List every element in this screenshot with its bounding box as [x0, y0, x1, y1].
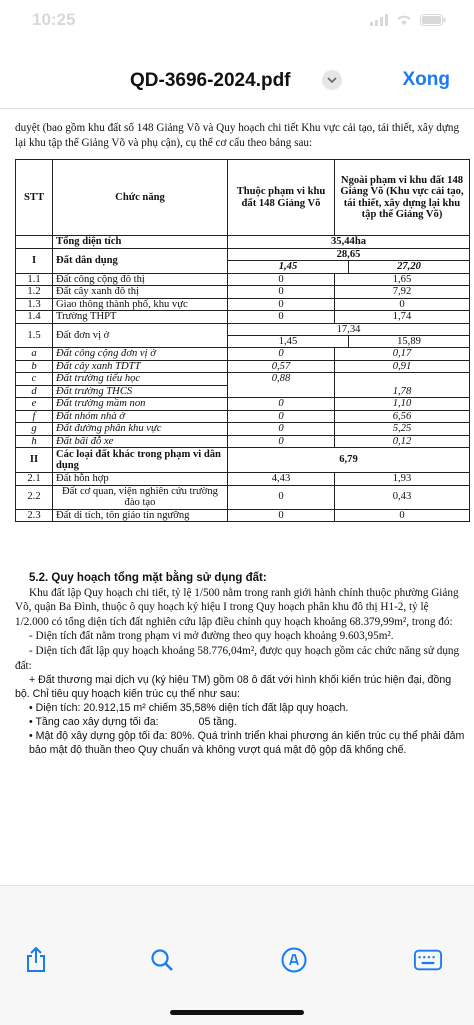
- row-outside: 5,25: [335, 423, 470, 436]
- table-row: [16, 485, 470, 509]
- more-tools-button[interactable]: [414, 946, 442, 974]
- more-tools-icon: [414, 949, 442, 971]
- row-inside: 0: [228, 435, 335, 448]
- row-inside: 0: [228, 348, 335, 361]
- table-row: [16, 273, 470, 286]
- row-label: Đất cây xanh đô thị: [53, 286, 228, 299]
- row-outside: 0: [335, 298, 470, 311]
- row-inside: 0: [228, 423, 335, 436]
- row-inside: 0,57: [228, 360, 335, 373]
- group1-label: Đất dân dụng: [53, 249, 228, 274]
- chevron-down-icon: [327, 77, 337, 83]
- row-label: Giao thông thành phố, khu vực: [53, 298, 228, 311]
- document-title[interactable]: QD-3696-2024.pdf: [130, 70, 291, 91]
- row-stt: g: [16, 423, 53, 436]
- row-inside: 0: [228, 485, 335, 509]
- row-inside: 0: [228, 410, 335, 423]
- row-stt: b: [16, 360, 53, 373]
- section-5-2: [15, 571, 465, 757]
- table-row: [16, 286, 470, 299]
- markup-button[interactable]: [280, 946, 308, 974]
- done-button[interactable]: Xong: [402, 69, 450, 90]
- row-d-label: Đất trường THCS: [53, 385, 228, 398]
- row-outside: 0: [335, 509, 470, 522]
- row15-total: 17,34: [228, 324, 469, 336]
- row-inside: 0: [228, 311, 335, 324]
- markup-icon: [281, 947, 307, 973]
- row-stt: 2.1: [16, 473, 53, 486]
- row-inside: 0: [228, 298, 335, 311]
- row-stt: h: [16, 435, 53, 448]
- paragraph-dash-1: - Diện tích đất nằm trong phạm vi mở đường theo quy hoạch khoảng 9.603,95m².: [29, 630, 394, 643]
- pdf-page[interactable]: [0, 108, 474, 879]
- row-inside: 0: [228, 273, 335, 286]
- row-outside: 0,91: [335, 360, 470, 373]
- row-label: Đất đường phân khu vực: [53, 423, 228, 436]
- row-stt: 2.2: [16, 485, 53, 509]
- table-row: [16, 435, 470, 448]
- row-inside: 0: [228, 509, 335, 522]
- row-outside: 1,74: [335, 311, 470, 324]
- row-label: Đất trường mầm non: [53, 398, 228, 411]
- home-indicator: [170, 1010, 304, 1015]
- row-outside: 7,92: [335, 286, 470, 299]
- signal-icon: [370, 14, 388, 26]
- row-stt: e: [16, 398, 53, 411]
- paragraph-dash-2: - Diện tích đất lập quy hoạch khoảng 58.776,04m², được quy hoạch gồm các chức năng sử dụng đất:: [15, 644, 460, 672]
- status-bar: [0, 0, 474, 40]
- table-row: [16, 311, 470, 324]
- row-label: Đất cây xanh TDTT: [53, 360, 228, 373]
- table-row: [16, 348, 470, 361]
- row-stt: a: [16, 348, 53, 361]
- rows-a: [16, 273, 470, 323]
- search-button[interactable]: [148, 946, 176, 974]
- status-time: 10:25: [32, 10, 76, 29]
- row-outside: 6,56: [335, 410, 470, 423]
- bottom-toolbar: [0, 885, 474, 1025]
- nav-bar: [0, 56, 474, 106]
- bullet-density: • Mật độ xây dựng gộp tối đa: 80%. Quá trình triển khai phương án kiến trúc cụ thể phải đảm bảo mật độ thuần theo Quy chuẩn và không vượt quá mật độ gộp đã khống chế.: [29, 730, 465, 757]
- table-row: [16, 410, 470, 423]
- table-row: [16, 423, 470, 436]
- rows-b: [16, 348, 470, 373]
- row-c-label: Đất trường tiểu học: [53, 373, 228, 386]
- intro-paragraph: duyệt (bao gồm khu đất số 148 Giảng Võ và Quy hoạch chi tiết Khu vực cải tạo, tái thiết, xây dựng lại khu tập thể Giảng Võ và phụ cận), cụ thể cơ cấu theo bảng sau:: [15, 122, 460, 149]
- section-heading: 5.2. Quy hoạch tổng mặt bằng sử dụng đất:: [29, 572, 267, 584]
- group1-inside: 1,45: [278, 261, 298, 272]
- group1-outside: 27,20: [348, 261, 469, 273]
- table-row: [16, 360, 470, 373]
- header-function: Chức năng: [53, 160, 228, 236]
- row-label: Đất công cộng đô thị: [53, 273, 228, 286]
- row-label: Đất nhóm nhà ở: [53, 410, 228, 423]
- row-inside: 4,43: [228, 473, 335, 486]
- row15-stt: 1.5: [16, 323, 53, 348]
- row-stt: 1.1: [16, 273, 53, 286]
- header-stt: STT: [16, 160, 53, 236]
- title-menu-button[interactable]: [322, 70, 342, 90]
- row15-label: Đất đơn vị ở: [53, 323, 228, 348]
- rows-d: [16, 473, 470, 522]
- row-stt: 1.3: [16, 298, 53, 311]
- table-row: [16, 398, 470, 411]
- header-inside: Thuộc phạm vi khu đất 148 Giảng Võ: [228, 160, 335, 236]
- table-row: [16, 509, 470, 522]
- wifi-icon: [396, 14, 412, 26]
- group2-total: 6,79: [228, 448, 470, 473]
- bullet-floors-value: 05 tầng.: [198, 716, 237, 729]
- rows-c: [16, 398, 470, 448]
- row-cd-outside: 1,78: [335, 373, 470, 398]
- share-icon: [25, 947, 47, 973]
- group1-stt: I: [16, 249, 53, 274]
- row-label: Đất di tích, tôn giáo tín ngưỡng: [53, 509, 228, 522]
- row-c-stt: c: [16, 373, 53, 386]
- battery-icon: [420, 14, 446, 26]
- row-outside: 0,17: [335, 348, 470, 361]
- paragraph-1: Khu đất lập Quy hoạch chi tiết, tỷ lệ 1/500 nằm trong ranh giới hành chính thuộc phường Giảng Võ, quận Ba Đình, thuộc ô quy hoạch ký hiệu I trong Quy hoạch phân khu đô thị H1-2, tỷ lệ 1/2.000 có tổng diện tích đất nghiên cứu lập điều chỉnh quy hoạch khoảng 68.379,99m², trong đó:: [15, 586, 459, 628]
- row-outside: 1,93: [335, 473, 470, 486]
- search-icon: [150, 948, 174, 972]
- status-icons: [370, 14, 446, 26]
- total-label: Tổng diện tích: [53, 236, 228, 249]
- row-stt: 2.3: [16, 509, 53, 522]
- row-inside: 0: [228, 398, 335, 411]
- header-outside: Ngoài phạm vi khu đất 148 Giảng Võ (Khu vực cải tạo, tái thiết, xây dựng lại khu tập thể Giảng Võ): [335, 160, 470, 236]
- group2-stt: II: [16, 448, 53, 473]
- row-stt: 1.4: [16, 311, 53, 324]
- group1-total: 28,65: [228, 249, 469, 261]
- row-label: Trường THPT: [53, 311, 228, 324]
- row-outside: 0,12: [335, 435, 470, 448]
- row-label: Đất hỗn hợp: [53, 473, 228, 486]
- row-inside: 0: [228, 286, 335, 299]
- row-outside: 0,43: [335, 485, 470, 509]
- group2-label: Các loại đất khác trong phạm vi dân dụng: [53, 448, 228, 473]
- total-value: 35,44ha: [228, 236, 470, 249]
- table-row: [16, 298, 470, 311]
- row-label: Đất cơ quan, viện nghiên cứu trường đào tạo: [53, 485, 228, 509]
- row-stt: 1.2: [16, 286, 53, 299]
- paragraph-plus-1: + Đất thương mại dịch vụ (ký hiệu TM) gồm 08 ô đất với hình khối kiến trúc hiện đại, đồng bộ. Chỉ tiêu quy hoạch kiến trúc cụ thể như sau:: [15, 674, 452, 701]
- row-label: Đất bãi đỗ xe: [53, 435, 228, 448]
- share-button[interactable]: [22, 946, 50, 974]
- land-use-table: [15, 159, 470, 522]
- row-stt: f: [16, 410, 53, 423]
- table-row: [16, 473, 470, 486]
- bullet-area: • Diện tích: 20.912,15 m² chiếm 35,58% diện tích đất lập quy hoạch.: [29, 702, 349, 715]
- row-cd-inside: 0,88: [228, 373, 335, 398]
- bullet-floors-label: • Tầng cao xây dựng tối đa:: [29, 716, 159, 729]
- bullet-floors: [29, 715, 465, 729]
- row15-inside: 1,45: [278, 335, 298, 347]
- row-d-stt: d: [16, 385, 53, 398]
- row-label: Đất công cộng đơn vị ở: [53, 348, 228, 361]
- row15-outside: 15,89: [348, 336, 469, 348]
- row-outside: 1,65: [335, 273, 470, 286]
- row-outside: 1,10: [335, 398, 470, 411]
